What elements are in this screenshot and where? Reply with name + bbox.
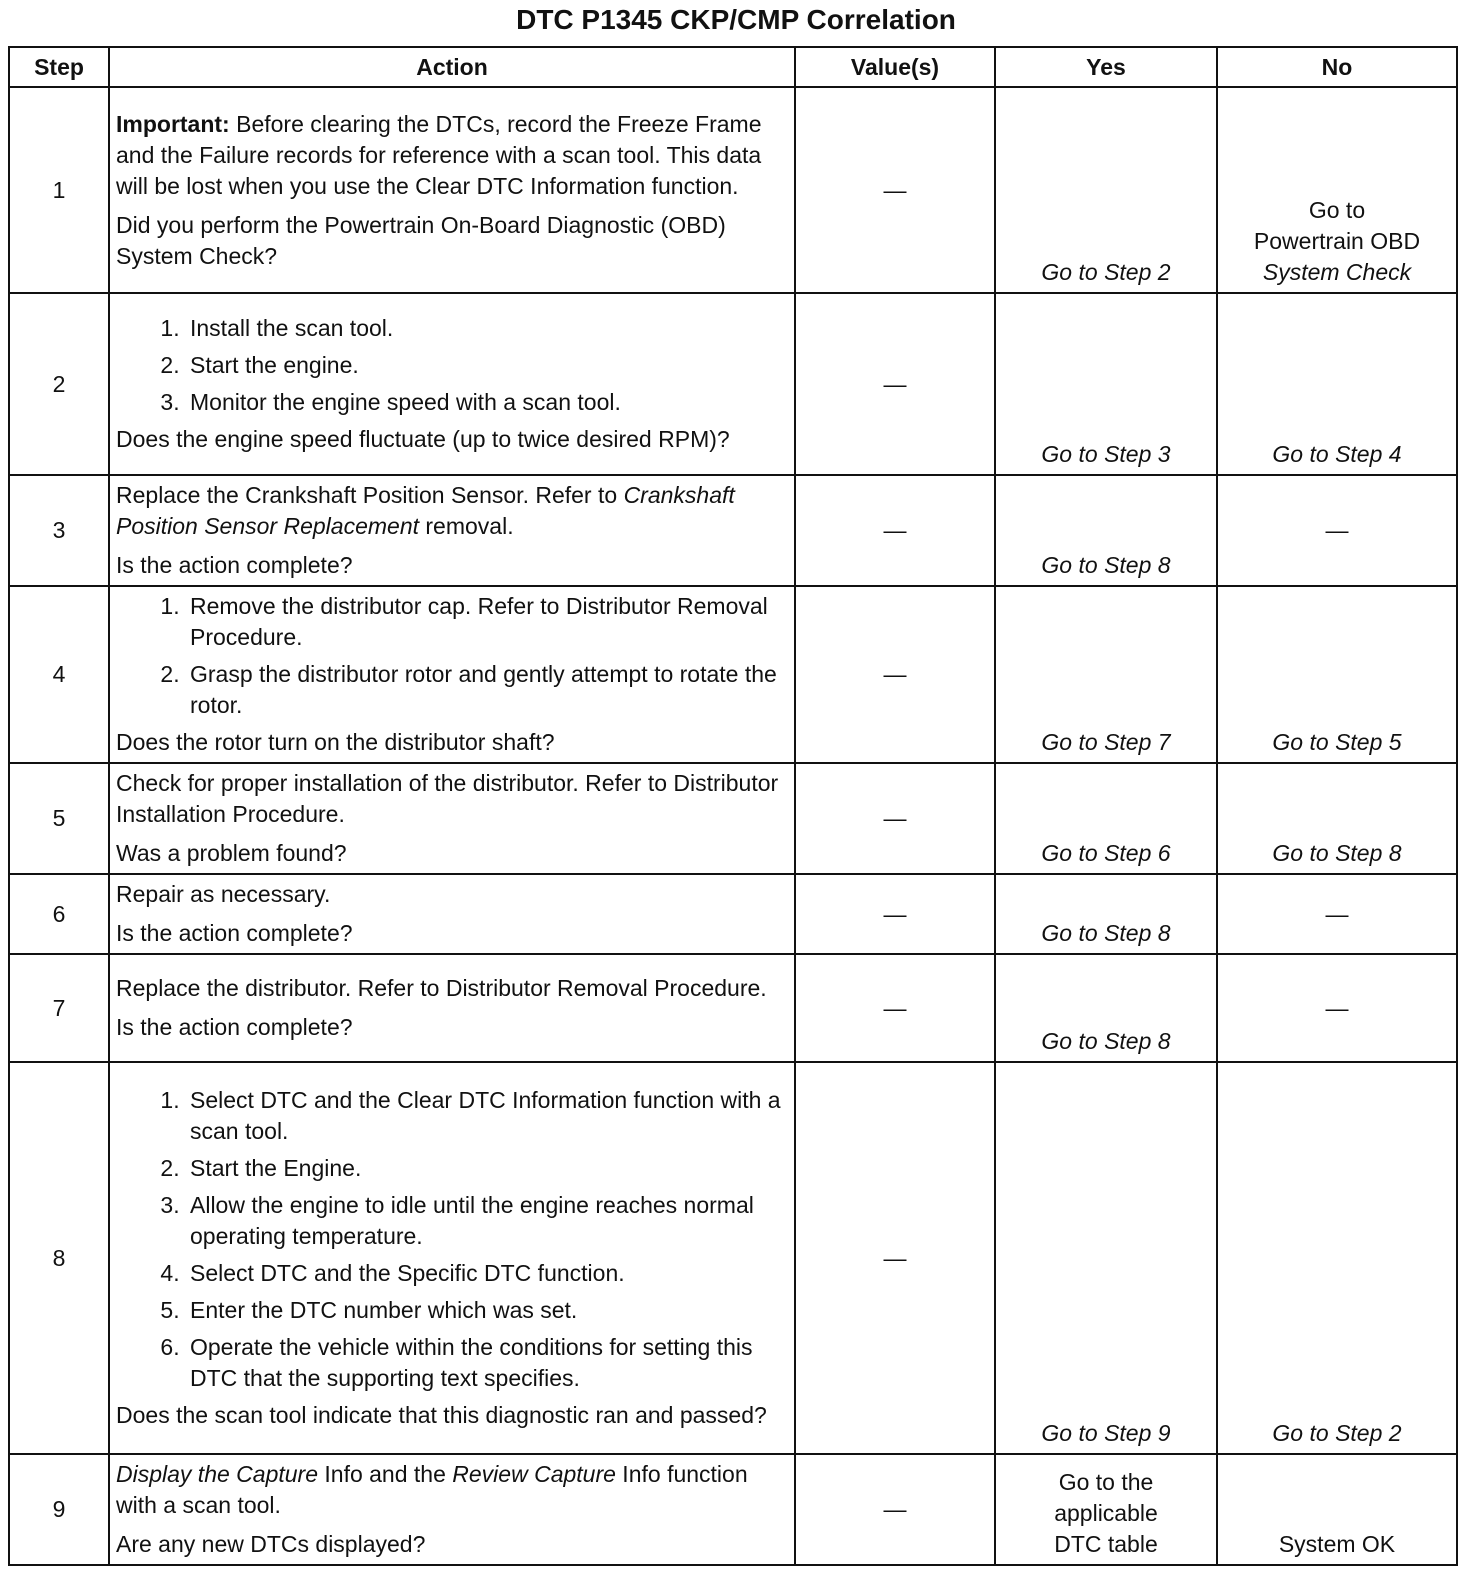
no-link-line: System Check [1262, 259, 1412, 285]
yes-link-line: DTC table [1054, 1531, 1158, 1557]
yes-link-line: applicable [1054, 1500, 1158, 1526]
action-cell [109, 954, 795, 1062]
value-cell: — [795, 874, 995, 954]
action-intro [116, 109, 788, 202]
value-cell: — [795, 293, 995, 475]
list-item: 6. Operate the vehicle within the conditions for setting this DTC that the supporting text specifies. [186, 1332, 788, 1394]
action-question: Is the action complete? [116, 1014, 353, 1040]
action-intro: Check for proper installation of the distributor. Refer to Distributor Installation Procedure. [116, 770, 779, 827]
step-number: 4 [9, 586, 109, 763]
action-question: Does the scan tool indicate that this diagnostic ran and passed? [116, 1402, 767, 1428]
table-row [9, 87, 1457, 293]
action-question: Is the action complete? [116, 552, 353, 578]
no-link[interactable]: Go to Step 8 [1217, 763, 1457, 874]
header-no: No [1217, 47, 1457, 87]
table-row [9, 1454, 1457, 1565]
action-text: Info function with a scan tool. [116, 1461, 748, 1518]
no-cell: — [1217, 874, 1457, 954]
value-cell: — [795, 1062, 995, 1454]
header-yes: Yes [995, 47, 1217, 87]
action-cell [109, 763, 795, 874]
action-cell [109, 1062, 795, 1454]
action-question: Does the rotor turn on the distributor shaft? [116, 729, 555, 755]
important-label: Important: [116, 110, 230, 137]
procedure-link[interactable]: Crankshaft Position Sensor Replacement [116, 482, 735, 539]
action-intro [116, 480, 788, 542]
table-row [9, 874, 1457, 954]
no-cell: — [1217, 954, 1457, 1062]
value-cell: — [795, 763, 995, 874]
step-number: 8 [9, 1062, 109, 1454]
action-question: Is the action complete? [116, 920, 353, 946]
action-cell [109, 1454, 795, 1565]
action-cell [109, 87, 795, 293]
step-number: 3 [9, 475, 109, 586]
yes-link[interactable] [995, 1454, 1217, 1565]
action-text: removal. [419, 513, 514, 539]
yes-link[interactable]: Go to Step 8 [995, 874, 1217, 954]
list-item: 1. Install the scan tool. [186, 313, 788, 344]
yes-link[interactable]: Go to Step 9 [995, 1062, 1217, 1454]
yes-link[interactable]: Go to Step 7 [995, 586, 1217, 763]
header-step: Step [9, 47, 109, 87]
important-text: Before clearing the DTCs, record the Freeze Frame and the Failure records for reference with a scan tool. This data will be lost when you use the Clear DTC Information function. [116, 110, 762, 199]
table-header-row [9, 47, 1457, 87]
diagnostic-table [8, 46, 1458, 1566]
header-value: Value(s) [795, 47, 995, 87]
list-item: 2. Start the Engine. [186, 1153, 788, 1184]
yes-link[interactable]: Go to Step 2 [995, 87, 1217, 293]
action-text: Replace the Crankshaft Position Sensor. Refer to [116, 482, 624, 508]
list-item: 2. Grasp the distributor rotor and gently attempt to rotate the rotor. [186, 659, 788, 721]
step-number: 5 [9, 763, 109, 874]
list-item: 3. Monitor the engine speed with a scan tool. [186, 387, 788, 418]
yes-link[interactable]: Go to Step 3 [995, 293, 1217, 475]
list-item: 1. Select DTC and the Clear DTC Information function with a scan tool. [186, 1085, 788, 1147]
action-cell [109, 475, 795, 586]
table-row [9, 763, 1457, 874]
yes-link[interactable]: Go to Step 6 [995, 763, 1217, 874]
no-link-line: Go to [1308, 197, 1366, 223]
yes-link-line: Go to the [1058, 1469, 1154, 1495]
action-cell [109, 586, 795, 763]
list-item: 5. Enter the DTC number which was set. [186, 1295, 788, 1326]
action-list [116, 591, 788, 721]
value-cell: — [795, 87, 995, 293]
action-intro: Replace the distributor. Refer to Distributor Removal Procedure. [116, 975, 767, 1001]
no-link[interactable] [1217, 87, 1457, 293]
list-item: 2. Start the engine. [186, 350, 788, 381]
no-link[interactable]: Go to Step 4 [1217, 293, 1457, 475]
action-question: Was a problem found? [116, 840, 347, 866]
table-row [9, 586, 1457, 763]
action-question: Does the engine speed fluctuate (up to twice desired RPM)? [116, 426, 730, 452]
table-row [9, 954, 1457, 1062]
action-cell [109, 293, 795, 475]
action-text: Display the [116, 1461, 237, 1487]
table-row [9, 475, 1457, 586]
no-link[interactable]: Go to Step 5 [1217, 586, 1457, 763]
action-intro: Repair as necessary. [116, 881, 331, 907]
action-cell [109, 874, 795, 954]
header-action: Action [109, 47, 795, 87]
value-cell: — [795, 954, 995, 1062]
list-item: 4. Select DTC and the Specific DTC function. [186, 1258, 788, 1289]
step-number: 2 [9, 293, 109, 475]
no-link-line: Powertrain OBD [1253, 228, 1421, 254]
yes-link[interactable]: Go to Step 8 [995, 954, 1217, 1062]
step-number: 6 [9, 874, 109, 954]
step-number: 1 [9, 87, 109, 293]
step-number: 7 [9, 954, 109, 1062]
no-result: System OK [1217, 1454, 1457, 1565]
list-item: 1. Remove the distributor cap. Refer to Distributor Removal Procedure. [186, 591, 788, 653]
list-item: 3. Allow the engine to idle until the engine reaches normal operating temperature. [186, 1190, 788, 1252]
action-text: Info and the [318, 1461, 453, 1487]
value-cell: — [795, 586, 995, 763]
action-list [116, 1085, 788, 1394]
table-row [9, 293, 1457, 475]
action-question: Are any new DTCs displayed? [116, 1531, 426, 1557]
table-row [9, 1062, 1457, 1454]
no-link[interactable]: Go to Step 2 [1217, 1062, 1457, 1454]
value-cell: — [795, 1454, 995, 1565]
step-number: 9 [9, 1454, 109, 1565]
procedure-link[interactable]: Review Capture [452, 1461, 616, 1487]
no-cell: — [1217, 475, 1457, 586]
procedure-link[interactable]: Capture [236, 1461, 318, 1487]
value-cell: — [795, 475, 995, 586]
action-list [116, 313, 788, 418]
action-intro [116, 1459, 788, 1521]
page-title: DTC P1345 CKP/CMP Correlation [516, 4, 956, 35]
yes-link[interactable]: Go to Step 8 [995, 475, 1217, 586]
action-question: Did you perform the Powertrain On-Board Diagnostic (OBD) System Check? [116, 211, 726, 269]
